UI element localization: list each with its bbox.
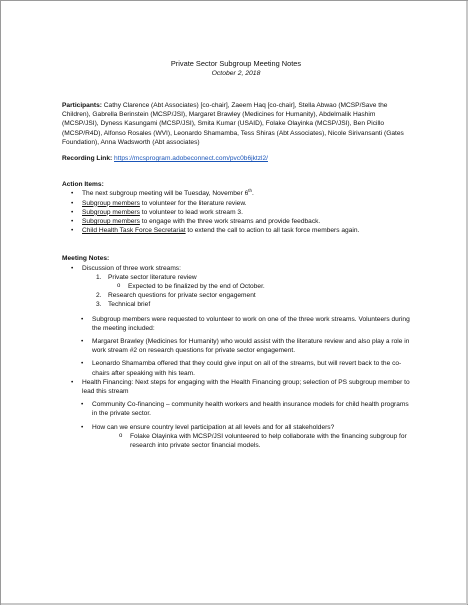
notes-sub-item: • Community Co-financing – community health workers and health insurance models for child health programs in the private sector. — [62, 400, 410, 418]
notes-sub-item: • How can we ensure country level participation at all levels and for all stakeholders? — [62, 423, 410, 432]
participants-label: Participants: — [62, 102, 102, 109]
notes-item-text: Health Financing: Next steps for engaging with the Health Financing group; selection of PS subgroup member to lead this stream — [82, 378, 410, 396]
meeting-notes-list — [62, 264, 410, 451]
work-stream-number: 1. — [96, 273, 102, 281]
work-stream-text: Research questions for private sector engagement — [108, 292, 256, 300]
action-item — [62, 208, 410, 217]
recording-paragraph — [62, 154, 410, 163]
action-item-owner: Subgroup members — [82, 218, 140, 226]
health-financing-list — [62, 400, 410, 432]
work-stream-item — [62, 291, 410, 300]
action-item — [62, 189, 410, 198]
action-item — [62, 226, 410, 235]
work-streams-list — [62, 273, 410, 282]
work-stream-sub-list — [62, 282, 410, 291]
action-item-text: to engage with the three work streams and provide feedback. — [139, 218, 321, 226]
action-item-text: to extend the call to action to all task force members again. — [185, 227, 360, 235]
action-item-owner: Child Health Task Force Secretariat — [82, 227, 186, 235]
notes-item-text: Discussion of three work streams: — [82, 264, 181, 272]
document-body — [62, 59, 410, 450]
ordinal-suffix: th — [248, 188, 253, 194]
action-item-text: The next subgroup meeting will be Tuesday, November 6 — [82, 190, 249, 198]
work-stream-item — [62, 300, 410, 309]
action-item — [62, 217, 410, 226]
action-items-list — [62, 189, 410, 235]
work-stream-number: 2. — [96, 292, 102, 300]
work-stream-text: Private sector literature review — [108, 273, 197, 281]
work-stream-sub-item: o Expected to be finalized by the end of October. — [62, 282, 410, 291]
meeting-notes-heading: Meeting Notes: — [62, 255, 110, 263]
health-financing-sub-list — [62, 432, 410, 450]
action-items-heading: Action Items: — [62, 181, 104, 189]
action-item-text: to volunteer for the literature review. — [139, 199, 247, 207]
work-stream-text: Technical brief — [108, 301, 151, 309]
notes-sub-item: • Leonardo Shamamba offered that they could give input on all of the streams, but will revert back to the co-chairs after speaking with his team. — [62, 359, 410, 377]
action-item-end: . — [252, 190, 254, 198]
notes-item-discussion — [62, 264, 410, 378]
action-item-owner: Subgroup members — [82, 208, 140, 216]
work-stream-number: 3. — [96, 301, 102, 309]
notes-sub-sub-item: o Folake Olayinka with MCSP/JSI volunteered to help collaborate with the financing subgroup for research into private sector financial models. — [62, 432, 410, 450]
document-date: October 2, 2018 — [211, 70, 261, 77]
recording-label: Recording Link: — [62, 155, 113, 163]
volunteers-list — [62, 315, 410, 378]
participants-list: Cathy Clarence (Abt Associates) [co-chair], Zaeem Haq [co-chair], Stella Abwao (MCSP/Save the Children), Gabrella Berinstein (MCSP/JSI), Margaret Brawley (Medicines for Humanity), Abdelmalik Hashim (MCSP/JSI), Dyness Kasungami (MCSP/JSI), Smita Kumar (USAID), Folake Olayinka (MCSP/JSI), Ben Picillo (MCSP/R4D), Alfonso Rosales (WVI), Leonardo Shamamba, Tess Shiras (Abt Associates), Nicole Sirivansanti (Gates Foundation), Anna Wadsworth (Abt associates) — [62, 102, 404, 146]
notes-item-health-financing — [62, 378, 410, 450]
document-title: Private Sector Subgroup Meeting Notes — [170, 59, 302, 68]
notes-sub-item: • Subgroup members were requested to volunteer to work on one of the three work streams. Volunteers during the meeting included: — [62, 315, 410, 333]
work-stream-item — [62, 273, 410, 282]
participants-paragraph — [62, 101, 410, 147]
action-item-owner: Subgroup members — [82, 199, 140, 207]
notes-sub-item: • Margaret Brawley (Medicines for Humanity) who would assist with the literature review and also play a role in work stream #2 on research questions for private sector engagement. — [62, 337, 410, 355]
recording-link[interactable]: https://mcsprogram.adobeconnect.com/pvc0b6jktzl2/ — [114, 155, 268, 163]
action-item-text: to volunteer to lead work stream 3. — [139, 208, 243, 216]
action-item — [62, 199, 410, 208]
work-streams-list-cont — [62, 291, 410, 309]
